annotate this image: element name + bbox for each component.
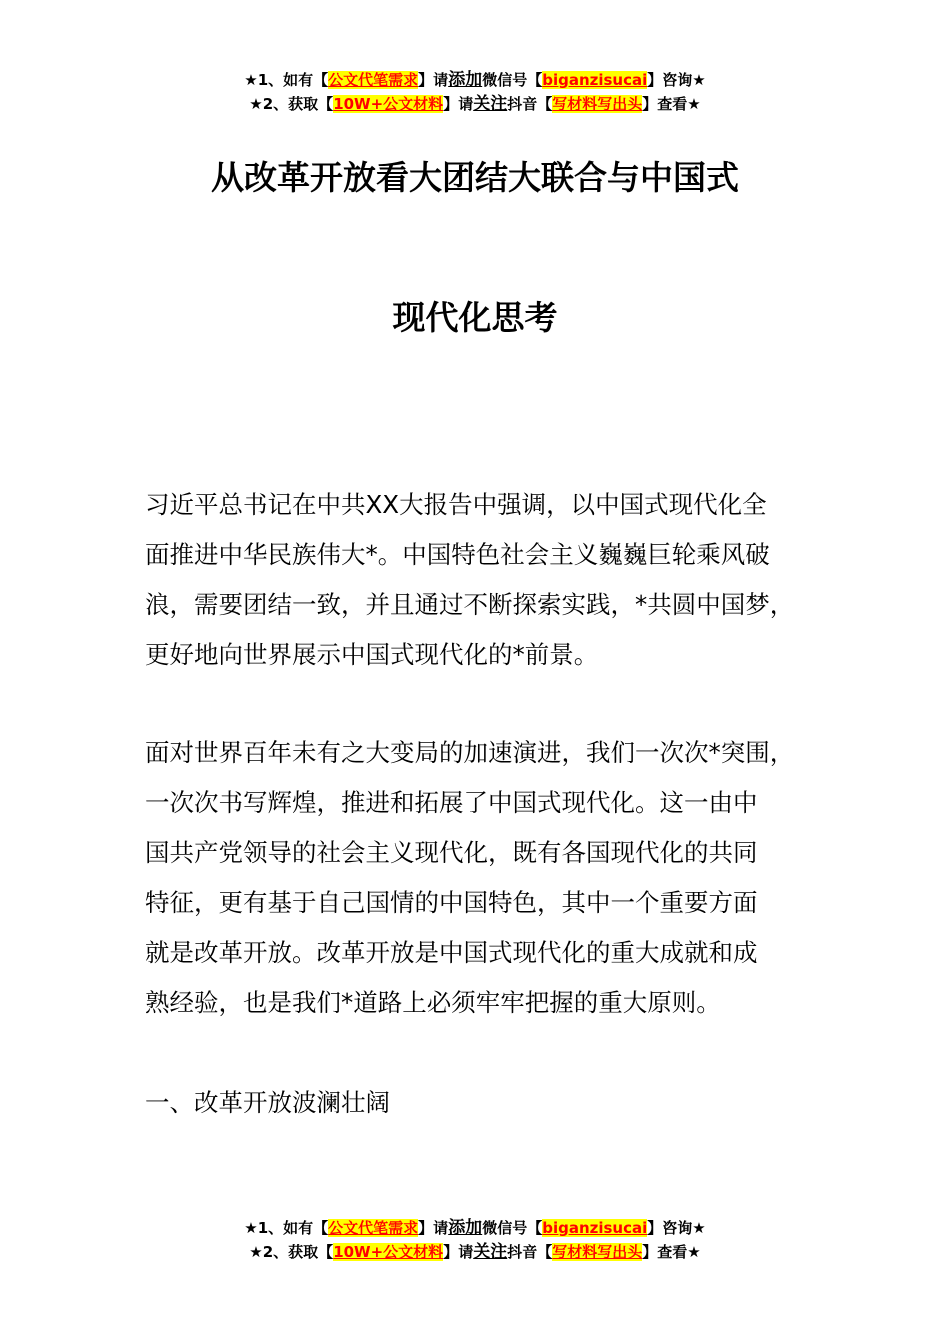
footer-banner — [0, 1216, 950, 1264]
banner-emphasis: 关注 — [473, 1242, 508, 1262]
banner-text: 】查看★ — [642, 1243, 701, 1261]
paragraph-line: 浪，需要团结一致，并且通过不断探索实践，*共圆中国梦， — [145, 590, 795, 619]
banner-text: ★2、获取【 — [249, 1243, 334, 1261]
banner-emphasis: 添加 — [448, 1218, 483, 1238]
banner-line-1 — [0, 1216, 950, 1240]
header-banner — [0, 68, 950, 116]
banner-highlight-materials: 10W+公文材料 — [333, 1243, 444, 1261]
banner-text: 】咨询★ — [647, 1219, 706, 1237]
paragraph-line: 就是改革开放。改革开放是中国式现代化的重大成就和成 — [145, 938, 758, 967]
section-heading-text: 一、改革开放波澜壮阔 — [145, 1088, 390, 1117]
banner-text: 微信号【 — [482, 1219, 543, 1237]
document-title-line-2: 现代化思考 — [392, 298, 558, 337]
section-heading — [145, 1078, 835, 1128]
banner-text: 】查看★ — [642, 95, 701, 113]
paragraph-line: 特征，更有基于自己国情的中国特色，其中一个重要方面 — [145, 888, 758, 917]
banner-highlight-wechat-id: biganzisucai — [542, 1219, 648, 1237]
banner-text: 抖音【 — [507, 1243, 553, 1261]
paragraph-line: 一次次书写辉煌，推进和拓展了中国式现代化。这一由中 — [145, 788, 758, 817]
paragraph-line: 面推进中华民族伟大*。中国特色社会主义巍巍巨轮乘风破 — [145, 540, 770, 569]
banner-highlight-wechat-id: biganzisucai — [542, 71, 648, 89]
banner-highlight-materials: 10W+公文材料 — [333, 95, 444, 113]
banner-text: ★1、如有【 — [244, 1219, 329, 1237]
banner-line-2 — [0, 92, 950, 116]
banner-text: 】请 — [418, 71, 449, 89]
banner-highlight-douyin-id: 写材料写出头 — [552, 1243, 643, 1261]
body-paragraph-1 — [145, 480, 835, 680]
banner-line-1 — [0, 68, 950, 92]
banner-emphasis: 关注 — [473, 94, 508, 114]
banner-text: 】请 — [418, 1219, 449, 1237]
paragraph-line: 习近平总书记在中共XX大报告中强调，以中国式现代化全 — [145, 490, 767, 519]
banner-text: 】请 — [443, 1243, 474, 1261]
banner-text: 抖音【 — [507, 95, 553, 113]
body-paragraph-2 — [145, 728, 835, 1028]
banner-text: ★2、获取【 — [249, 95, 334, 113]
document-title-line-1: 从改革开放看大团结大联合与中国式 — [211, 158, 739, 197]
banner-emphasis: 添加 — [448, 70, 483, 90]
banner-text: ★1、如有【 — [244, 71, 329, 89]
paragraph-line: 面对世界百年未有之大变局的加速演进，我们一次次*突围， — [145, 738, 795, 767]
paragraph-line: 更好地向世界展示中国式现代化的*前景。 — [145, 640, 599, 669]
banner-text: 微信号【 — [482, 71, 543, 89]
paragraph-line: 熟经验，也是我们*道路上必须牢牢把握的重大原则。 — [145, 988, 721, 1017]
banner-text: 】咨询★ — [647, 71, 706, 89]
banner-line-2 — [0, 1240, 950, 1264]
banner-highlight-service: 公文代笔需求 — [328, 1219, 419, 1237]
banner-text: 】请 — [443, 95, 474, 113]
banner-highlight-douyin-id: 写材料写出头 — [552, 95, 643, 113]
paragraph-line: 国共产党领导的社会主义现代化，既有各国现代化的共同 — [145, 838, 758, 867]
banner-highlight-service: 公文代笔需求 — [328, 71, 419, 89]
